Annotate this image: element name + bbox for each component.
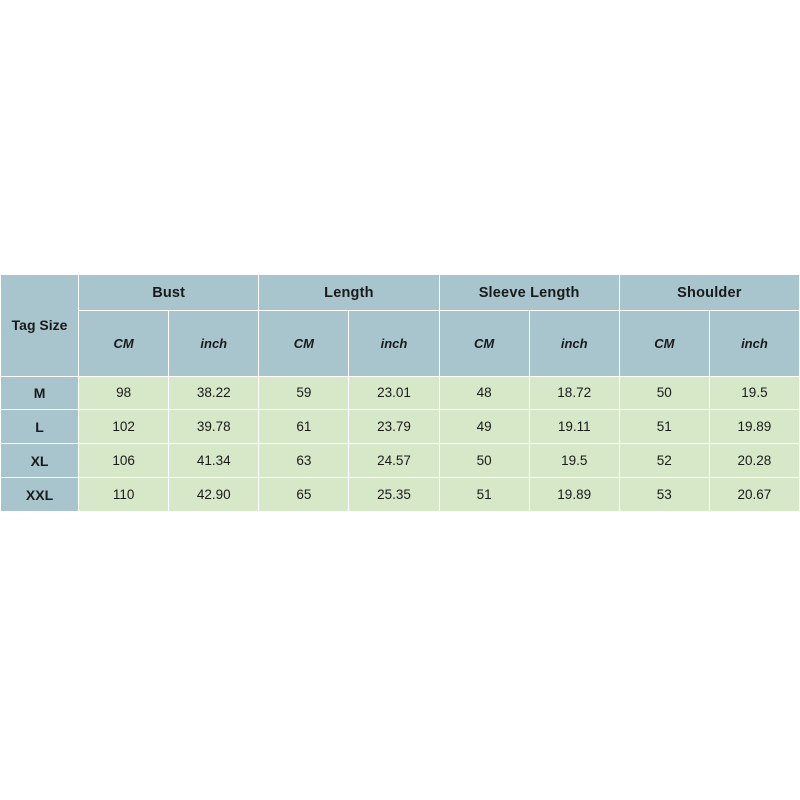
header-unit-length-inch: inch	[349, 311, 439, 376]
row-size-label: XXL	[1, 478, 79, 512]
cell-length-inch: 25.35	[349, 478, 439, 512]
table-row	[1, 410, 800, 444]
cell-bust-inch: 41.34	[169, 444, 259, 478]
cell-length-inch: 24.57	[349, 444, 439, 478]
cell-sleeve-inch: 18.72	[529, 376, 619, 410]
cell-sleeve-cm: 51	[439, 478, 529, 512]
cell-sleeve-cm: 48	[439, 376, 529, 410]
header-row-units	[1, 311, 800, 376]
row-size-label: XL	[1, 444, 79, 478]
header-row-groups	[1, 275, 800, 311]
cell-shoulder-inch: 20.28	[709, 444, 799, 478]
cell-bust-inch: 38.22	[169, 376, 259, 410]
cell-length-cm: 63	[259, 444, 349, 478]
cell-length-cm: 65	[259, 478, 349, 512]
cell-length-cm: 61	[259, 410, 349, 444]
cell-bust-inch: 39.78	[169, 410, 259, 444]
header-unit-shoulder-cm: CM	[619, 311, 709, 376]
cell-sleeve-inch: 19.89	[529, 478, 619, 512]
header-unit-shoulder-inch: inch	[709, 311, 799, 376]
cell-sleeve-inch: 19.11	[529, 410, 619, 444]
cell-shoulder-cm: 53	[619, 478, 709, 512]
cell-bust-inch: 42.90	[169, 478, 259, 512]
cell-length-inch: 23.01	[349, 376, 439, 410]
cell-shoulder-inch: 20.67	[709, 478, 799, 512]
cell-shoulder-cm: 51	[619, 410, 709, 444]
cell-length-inch: 23.79	[349, 410, 439, 444]
row-size-label: L	[1, 410, 79, 444]
size-chart-table	[0, 274, 800, 512]
header-group-length: Length	[259, 275, 439, 311]
header-unit-length-cm: CM	[259, 311, 349, 376]
header-group-shoulder: Shoulder	[619, 275, 799, 311]
cell-sleeve-cm: 50	[439, 444, 529, 478]
cell-shoulder-inch: 19.5	[709, 376, 799, 410]
table-row	[1, 478, 800, 512]
header-unit-bust-cm: CM	[79, 311, 169, 376]
cell-bust-cm: 110	[79, 478, 169, 512]
header-unit-bust-inch: inch	[169, 311, 259, 376]
header-group-sleeve-length: Sleeve Length	[439, 275, 619, 311]
header-unit-sleeve-cm: CM	[439, 311, 529, 376]
table-row	[1, 376, 800, 410]
cell-shoulder-cm: 50	[619, 376, 709, 410]
cell-sleeve-cm: 49	[439, 410, 529, 444]
header-tag-size: Tag Size	[1, 275, 79, 377]
cell-bust-cm: 102	[79, 410, 169, 444]
table-row	[1, 444, 800, 478]
header-group-bust: Bust	[79, 275, 259, 311]
cell-length-cm: 59	[259, 376, 349, 410]
cell-bust-cm: 106	[79, 444, 169, 478]
cell-bust-cm: 98	[79, 376, 169, 410]
cell-shoulder-cm: 52	[619, 444, 709, 478]
size-chart-band	[0, 274, 800, 512]
cell-sleeve-inch: 19.5	[529, 444, 619, 478]
header-unit-sleeve-inch: inch	[529, 311, 619, 376]
cell-shoulder-inch: 19.89	[709, 410, 799, 444]
row-size-label: M	[1, 376, 79, 410]
